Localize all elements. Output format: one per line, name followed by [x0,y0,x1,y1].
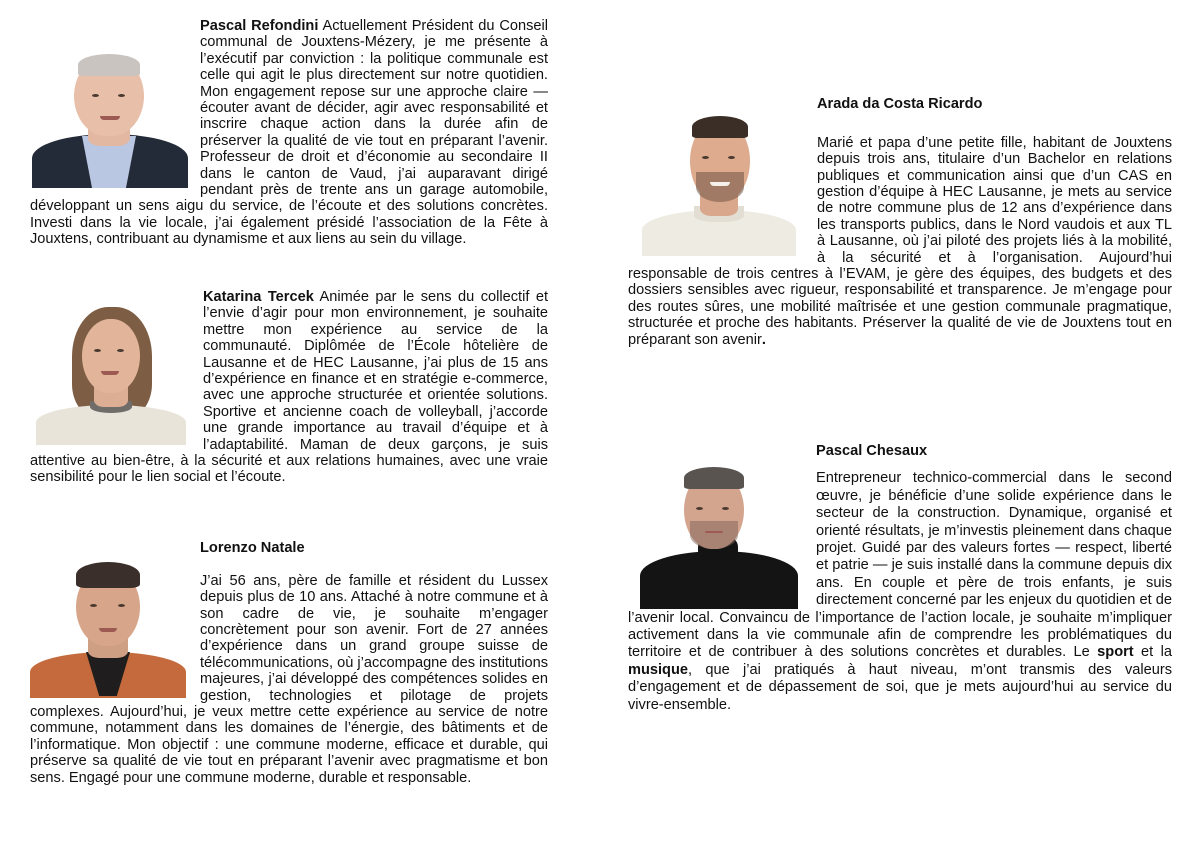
portrait-photo [636,459,802,609]
candidate-profile-katarina-tercek [30,289,548,486]
candidate-name: Lorenzo Natale [200,540,305,556]
bio-end-punctuation: . [761,331,766,348]
candidate-name: Pascal Chesaux [816,443,928,459]
candidate-profile-arada-da-costa-ricardo [628,96,1172,348]
candidate-bio: J’ai 56 ans, père de famille et résident du Lussex depuis plus de 10 ans. Attaché à notre commune et à son cadre de vie, je souhaite m’engager concrètement pour son avenir. Fort de 27 années d’expérience dans un grand groupe suisse de télécommunications, où j’accompagne des institutions majeures, j’ai développé des compétences solides en gestion, technologies et pilotage de projets complexes. Aujourd’hui, je veux mettre cette expérience au service de notre commune, notamment dans les domaines de l’énergie, des bâtiments et de l’informatique. Mon objectif : une commune moderne, efficace et durable, qui préserve sa qualité de vie tout en préparant l’avenir avec pragmatisme et bon sens. Engagé pour une commune moderne, durable et responsable. [30,572,549,786]
portrait-photo [26,552,190,698]
portrait-photo [636,106,802,256]
candidate-bio-text: Marié et papa d’une petite fille, habitant de Jouxtens depuis trois ans, titulaire d’un Bachelor en relations publiques et communication ainsi que d’un CAS en gestion d’équipe à HEC Lausanne, je mets au service de notre commune plus de 12 ans d’expérience dans les transports publics, dans le Nord vaudois et aux TL à Lausanne, où j’ai piloté des projets liés à la mobilité, à la sécurité et à l’organisation. Aujourd’hui responsable de trois centres à l’EVAM, je gère des équipes, des budgets et des dossiers sensibles avec rigueur, responsabilité et transparence. Je m’engage pour des routes sûres, une mobilité maîtrisée et une gestion communale pragmatique, structurée et proche des habitants. Préserver la qualité de vie de Jouxtens tout en préparant son avenir [628,134,1172,348]
candidate-bio: Actuellement Président du Conseil communal de Jouxtens-Mézery, je me présente à l’exécutif par conviction : la politique communale est celle qui agit le plus directement sur notre quotidien. Mon engagement repose sur une approche claire — écouter avant de décider, agir avec responsabilité et inscrire chaque action dans la durée afin de préserver la qualité de vie tout en préparant l’avenir. Professeur de droit et d’économie au secondaire II dans le canton de Vaud, j’ai auparavant dirigé pendant près de trente ans un garage automobile, développant un sens aigu du service, de l’écoute et des solutions concrètes. Investi dans la vie locale, j’ai également présidé l’association de la Fête à Jouxtens, contribuant au dynamisme et aux liens au sein du village. [30,18,548,248]
candidate-bio-text: , que j’ai pratiqués à haut niveau, m’ont transmis des valeurs d’engagement et de dépassement de soi, que je mets aujourd’hui au service du vivre-ensemble. [628,661,1172,713]
candidate-bio-text: Entrepreneur technico-commercial dans le second œuvre, je bénéficie d’une solide expérience dans le secteur de la construction. Dynamique, organisé et orienté résultats, je m’investis pleinement dans chaque projet. Guidé par des valeurs fortes — respect, liberté et patrie — je suis installé dans la commune depuis dix ans. En couple et père de trois enfants, je suis directement concerné par les enjeux du quotidien et de l’avenir local. Convaincu de l’importance de l’action locale, je souhaite m’impliquer activement dans la vie communale afin de comprendre les problématiques du territoire et de contribuer à des solutions concrètes et durables. Le [628,470,1172,661]
candidate-profile-lorenzo-natale [30,540,548,786]
portrait-photo [30,42,190,188]
bio-emphasis-musique: musique [628,661,689,678]
bio-emphasis-sport: sport [1097,644,1134,661]
candidate-profile-pascal-refondini [30,18,548,248]
candidate-bio-text: et la [1133,644,1172,661]
candidate-name: Pascal Refondini [200,18,319,34]
candidate-profile-pascal-chesaux [628,443,1172,714]
candidate-name: Arada da Costa Ricardo [817,96,983,112]
candidate-name: Katarina Tercek [203,289,314,305]
candidate-bio: Animée par le sens du collectif et l’envie d’agir pour mon environnement, je souhaite mettre mon expérience au service de la communauté. Diplômée de l’École hôtelière de Lausanne et de HEC Lausanne, j’ai plus de 15 ans d’expérience en finance et en stratégie e-commerce, avec une approche structurée et orientée solutions. Sportive et ancienne coach de volleyball, j’accorde une grande importance au travail d’équipe et à l’adaptabilité. Maman de deux garçons, je suis attentive au bien-être, à la sécurité et aux relations humaines, avec une vraie sensibilité pour le lien social et l’écoute. [30,289,548,486]
portrait-photo [30,297,190,445]
